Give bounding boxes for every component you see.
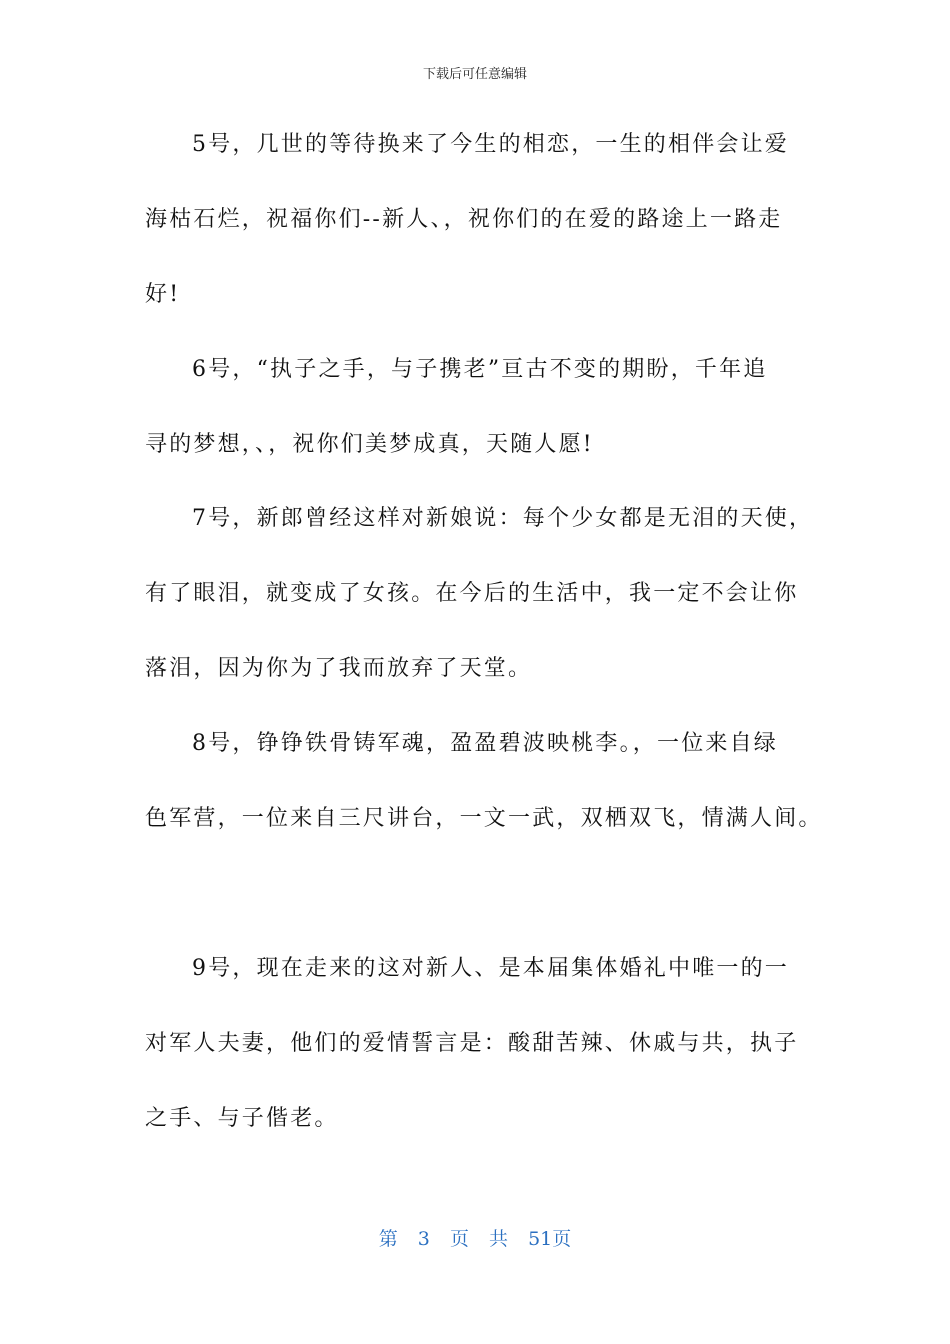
paragraph-line: 7号，新郎曾经这样对新娘说：每个少女都是无泪的天使， <box>192 506 814 532</box>
blank-line <box>145 875 805 950</box>
footer-total-pages: 51页 <box>528 1228 572 1250</box>
paragraph-line: 落泪，因为你为了我而放弃了天堂。 <box>145 656 533 682</box>
footer-prefix: 第 <box>378 1228 398 1250</box>
paragraph-9 <box>145 950 805 1137</box>
paragraph-line: 好! <box>145 281 181 307</box>
paragraph-line: 5号，几世的等待换来了今生的相恋，一生的相伴会让爱 <box>192 132 789 157</box>
document-body <box>145 126 823 1174</box>
paragraph-line: 对军人夫妻，他们的爱情誓言是：酸甜苦辣、休戚与共，执子 <box>145 1030 799 1056</box>
paragraph-5 <box>145 126 805 313</box>
footer-total-prefix: 共 <box>489 1228 509 1250</box>
paragraph-line: 海枯石烂，祝福你们--新人、，祝你们的在爱的路途上一路走 <box>145 206 783 232</box>
paragraph-line: 有了眼泪，就变成了女孩。在今后的生活中，我一定不会让你 <box>145 581 799 607</box>
paragraph-8 <box>145 725 823 837</box>
page-footer <box>0 1226 950 1252</box>
paragraph-line: 6号，“执子之手，与子携老”亘古不变的期盼，千年追 <box>192 356 768 382</box>
page-header: 下载后可任意编辑 <box>422 67 527 82</box>
paragraph-7 <box>145 500 814 687</box>
paragraph-line: 9号，现在走来的这对新人、是本届集体婚礼中唯一的一 <box>192 955 789 981</box>
paragraph-6 <box>145 351 805 463</box>
footer-current-page: 3 <box>417 1228 430 1250</box>
footer-page-label: 页 <box>449 1228 469 1250</box>
paragraph-line: 寻的梦想，、，祝你们美梦成真，天随人愿! <box>145 431 594 457</box>
paragraph-line: 8号，铮铮铁骨铸军魂，盈盈碧波映桃李。，一位来自绿 <box>192 731 778 757</box>
paragraph-line: 色军营，一位来自三尺讲台，一文一武，双栖双飞，情满人间。 <box>145 806 823 832</box>
paragraph-line: 之手、与子偕老。 <box>145 1105 339 1131</box>
